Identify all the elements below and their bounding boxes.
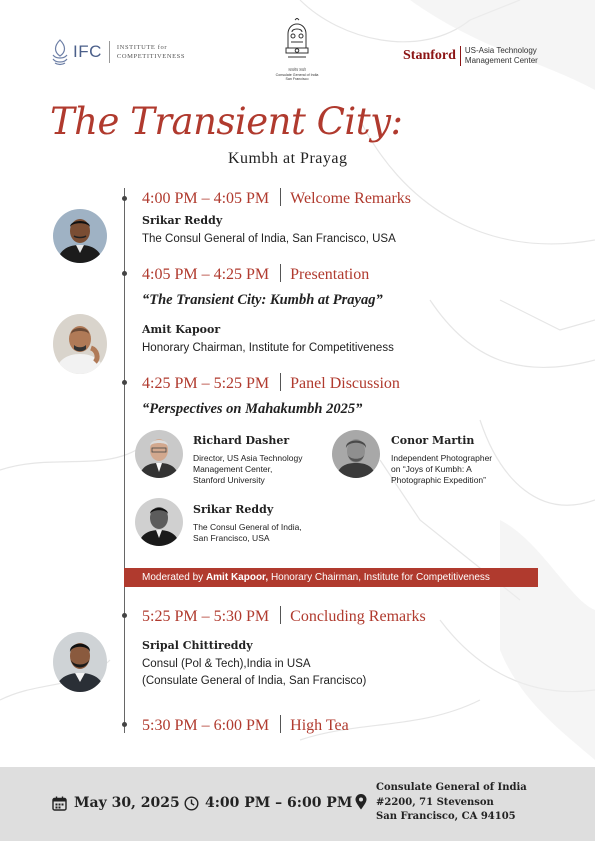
session-topic: “The Transient City: Kumbh at Prayag”: [142, 292, 383, 308]
page-subtitle: Kumbh at Prayag: [228, 150, 348, 167]
timeline-dot: [122, 613, 127, 618]
session-time: 5:25 PM – 5:30 PM: [142, 608, 270, 625]
timeline-dot: [122, 196, 127, 201]
speaker-role: The Consul General of India, San Francisco, USA: [142, 233, 396, 245]
moderator-prefix: Moderated by: [142, 572, 206, 583]
session-heading: [142, 606, 426, 626]
speaker-role-line2: (Consulate General of India, San Francisco): [142, 675, 367, 687]
divider: [280, 606, 281, 624]
avatar: [135, 498, 183, 546]
panelist-role-line: San Francisco, USA: [193, 533, 270, 543]
stanford-subtitle: [465, 46, 538, 66]
panelist-photo-richard-dasher: [135, 430, 183, 478]
panelist-photo-srikar-reddy: [135, 498, 183, 546]
speaker-photo-srikar-reddy: [53, 209, 107, 263]
clock-icon: [184, 796, 199, 811]
stanford-sub-line1: US-Asia Technology: [464, 46, 537, 55]
ifc-leaf-icon: [50, 38, 70, 66]
timeline-line: [124, 188, 125, 733]
emblem-caption-city: San Francisco: [285, 77, 309, 82]
address-line2: #2200, 71 Stevenson: [376, 796, 494, 808]
panelist-name: Richard Dasher: [193, 434, 290, 447]
panelist-role-line: Director, US Asia Technology: [193, 453, 303, 463]
ifc-logo-text: IFC: [73, 42, 102, 61]
timeline-dot: [122, 380, 127, 385]
panelist-name: Srikar Reddy: [193, 503, 274, 516]
national-emblem: [274, 18, 320, 82]
timeline-dot: [122, 271, 127, 276]
panelist-role: [193, 522, 302, 544]
session-label: Concluding Remarks: [290, 608, 426, 625]
page-title: The Transient City:: [50, 100, 403, 143]
divider: [280, 264, 281, 282]
speaker-role: Honorary Chairman, Institute for Competitiveness: [142, 342, 394, 354]
session-topic: “Perspectives on Mahakumbh 2025”: [142, 401, 363, 417]
divider: [280, 715, 281, 733]
panelist-role-line: Independent Photographer: [391, 453, 493, 463]
session-time: 4:25 PM – 5:25 PM: [142, 375, 270, 392]
session-time: 5:30 PM – 6:00 PM: [142, 717, 270, 734]
session-heading: [142, 373, 400, 393]
session-heading: [142, 715, 349, 735]
session-heading: [142, 264, 369, 284]
stanford-logo: [403, 46, 538, 66]
speaker-photo-amit-kapoor: [53, 314, 107, 374]
ifc-separator: [109, 41, 110, 63]
speaker-name: Amit Kapoor: [142, 323, 221, 336]
panelist-role-line: The Consul General of India,: [193, 522, 302, 532]
session-label: Panel Discussion: [290, 375, 400, 392]
avatar: [135, 430, 183, 478]
divider: [280, 188, 281, 206]
emblem-icon: [280, 18, 314, 64]
moderator-name: Amit Kapoor,: [205, 572, 269, 583]
avatar: [53, 209, 107, 263]
address-line3: San Francisco, CA 94105: [376, 811, 516, 822]
panelist-role-line: Management Center,: [193, 464, 273, 474]
emblem-caption-hindi: सत्यमेव जयते: [288, 68, 306, 72]
session-time: 4:00 PM – 4:05 PM: [142, 190, 270, 207]
ifc-subtitle: [117, 43, 185, 61]
ifc-logo: [50, 38, 185, 66]
session-label: Presentation: [290, 266, 370, 283]
avatar: [53, 632, 107, 692]
panelist-role-line: Photographic Expedition”: [391, 475, 486, 485]
moderator-role: Honorary Chairman, Institute for Competitiveness: [268, 572, 490, 583]
stanford-name: Stanford: [403, 48, 456, 63]
panelist-role: [391, 453, 492, 486]
panelist-name: Conor Martin: [391, 434, 475, 447]
stanford-sub-line2: Management Center: [464, 56, 538, 65]
session-heading: [142, 188, 411, 208]
event-date: May 30, 2025: [74, 795, 180, 811]
speaker-name: Srikar Reddy: [142, 214, 223, 227]
divider: [280, 373, 281, 391]
address-line1: Consulate General of India: [376, 782, 527, 793]
speaker-name: Sripal Chittireddy: [142, 639, 253, 652]
session-label: Welcome Remarks: [290, 190, 412, 207]
location-pin-icon: [355, 794, 367, 810]
speaker-photo-sripal-chittireddy: [53, 632, 107, 692]
stanford-separator: [460, 46, 461, 66]
session-label: High Tea: [290, 717, 349, 734]
emblem-caption-consulate: Consulate General of India: [275, 72, 319, 77]
panelist-role-line: on “Joys of Kumbh: A: [391, 464, 472, 474]
panelist-role-line: Stanford University: [193, 475, 265, 485]
moderator-banner: [124, 568, 538, 587]
timeline-dot: [122, 722, 127, 727]
ifc-subtitle-line1: INSTITUTE for: [116, 44, 168, 51]
avatar: [332, 430, 380, 478]
session-time: 4:05 PM – 4:25 PM: [142, 266, 270, 283]
ifc-subtitle-line2: COMPETITIVENESS: [116, 53, 186, 60]
event-time: 4:00 PM – 6:00 PM: [205, 795, 353, 811]
panelist-photo-conor-martin: [332, 430, 380, 478]
event-address: [376, 781, 527, 825]
panelist-role: [193, 453, 302, 486]
avatar: [53, 314, 107, 374]
speaker-role-line1: Consul (Pol & Tech),India in USA: [142, 658, 311, 670]
calendar-icon: [52, 796, 67, 811]
